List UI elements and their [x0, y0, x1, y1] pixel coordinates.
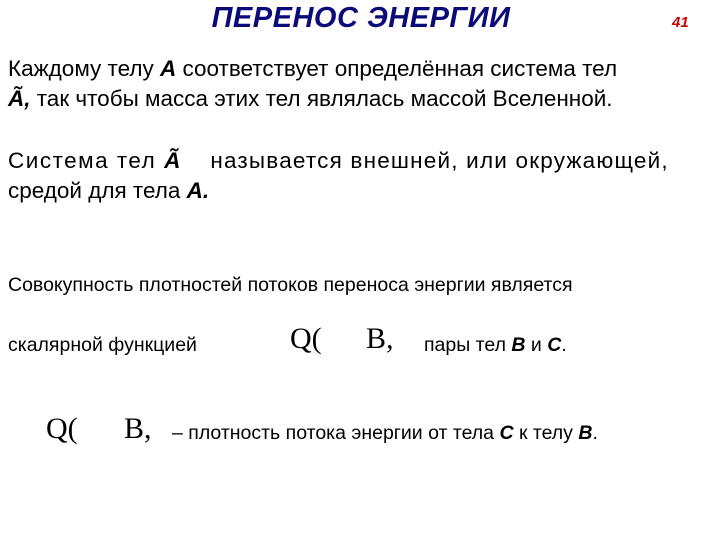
text-segment: так чтобы масса этих тел являлась массой Вселенной. — [30, 86, 613, 111]
text-segment: Каждому телу — [8, 56, 160, 81]
page-number: 41 — [672, 14, 689, 31]
paragraph-2-line-1 — [8, 148, 669, 174]
variable-b: B — [511, 334, 526, 356]
text-segment: пары тел — [424, 334, 512, 356]
text-segment: называется внешней, или окружающей, — [210, 148, 669, 173]
variable-a-tilde: Ã — [164, 148, 181, 173]
text-segment: и — [525, 334, 548, 356]
paragraph-3-line-2-end — [424, 334, 567, 357]
paragraph-3-line-1: Совокупность плотностей потоков переноса энергии является — [8, 274, 573, 296]
variable-a: A — [160, 56, 177, 81]
text-segment: соответствует определённая система тел — [176, 56, 618, 81]
text-segment: . — [561, 334, 567, 356]
variable-b: B — [578, 422, 593, 444]
text-segment: Система тел — [8, 148, 165, 173]
variable-c: C — [499, 422, 514, 444]
slide-title: ПЕРЕНОС ЭНЕРГИИ — [211, 2, 511, 34]
paragraph-1-line-1 — [8, 56, 617, 82]
formula-b: B, — [124, 412, 152, 445]
paragraph-4-text — [172, 422, 598, 445]
variable-a-tilde: Ã, — [8, 86, 31, 111]
text-segment: средой для тела — [8, 178, 187, 203]
variable-a: A. — [186, 178, 210, 203]
formula-q: Q( — [290, 322, 322, 355]
paragraph-1-line-2 — [8, 86, 613, 112]
paragraph-2-line-2 — [8, 178, 209, 204]
text-segment: – плотность потока энергии от тела — [172, 422, 500, 444]
formula-q: Q( — [46, 412, 78, 445]
formula-b: B, — [366, 322, 394, 355]
variable-c: C — [547, 334, 562, 356]
paragraph-3-line-2-start: скалярной функцией — [8, 334, 197, 356]
text-segment: к телу — [513, 422, 579, 444]
text-segment: . — [592, 422, 598, 444]
